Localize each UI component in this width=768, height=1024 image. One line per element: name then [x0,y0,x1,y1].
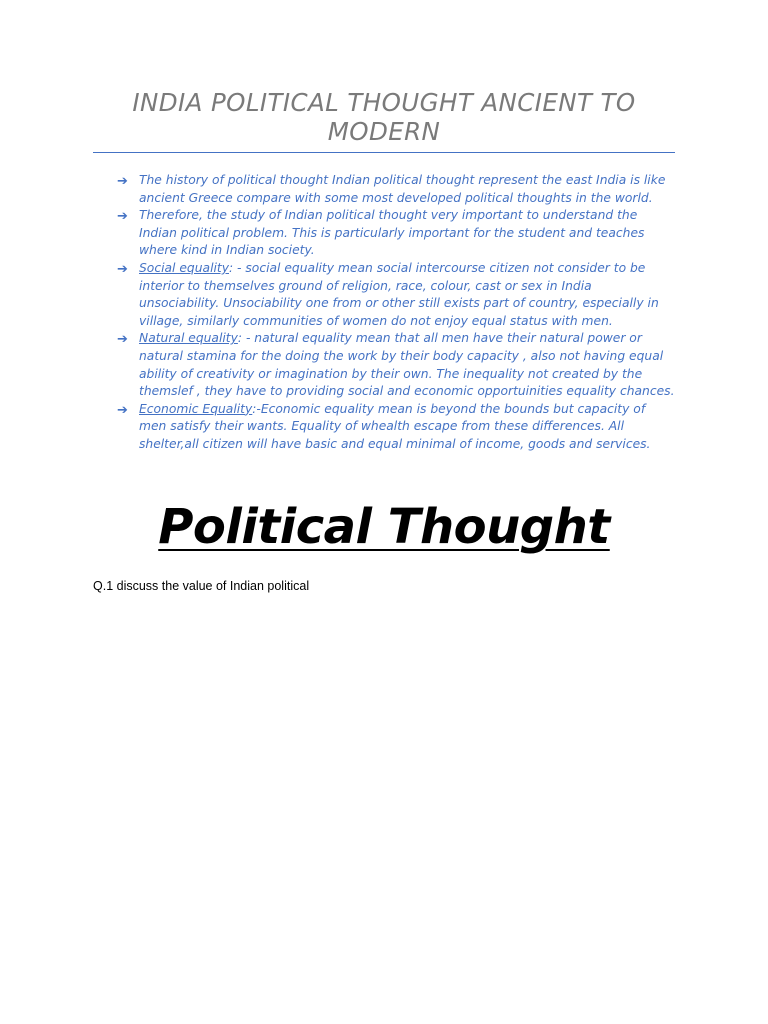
document-page [93,88,675,595]
question-text: Q.1 discuss the value of Indian political [93,578,310,593]
bullet-term: Economic Equality [139,401,253,416]
arrow-right-icon: ➔ [117,402,128,418]
arrow-right-icon: ➔ [117,174,128,189]
bullet-term: Natural equality [139,331,238,346]
bullet-list [93,172,675,454]
arrow-right-icon: ➔ [117,209,128,225]
bullet-text: The history of political thought Indian political thought represent the east India is like ancient Greece compare with some most developed political thoughts in the world. [139,173,666,205]
arrow-right-icon: ➔ [117,261,128,277]
bullet-text: : - social equality mean social intercourse citizen not consider to be interior to themselves ground of religion, race, colour, cast or sex in India unsociability. Unsociability one from or other still exists part of country, especially in village, similarly communities of women do not enjoy equal status with men. [139,260,659,328]
section-heading: Political Thought [158,498,610,555]
bullet-text: :-Economic equality mean is beyond the bounds but capacity of men satisfy their wants. Equality of whealth escape from these differences. All shelter,all citizen will have basic and equal minimal of income, goods and services. [139,401,651,451]
list-item [93,207,675,260]
bullet-term: Social equality [139,260,229,275]
arrow-right-icon: ➔ [117,332,128,348]
bullet-text: : - natural equality mean that all men have their natural power or natural stamina for the doing the work by their body capacity , also not having equal ability of creativity or imagination by their own. The inequality not created by the themslef , they have to providing social and economic opportuinities equality chances. [139,331,675,399]
list-item [93,401,675,454]
list-item [93,260,675,330]
document-title: INDIA POLITICAL THOUGHT ANCIENT TO MODERN [93,88,675,153]
list-item [93,172,675,207]
list-item [93,330,675,400]
bullet-text: Therefore, the study of Indian political thought very important to understand the Indian political problem. This is particularly important for the student and teaches where kind in Indian society. [139,208,645,258]
